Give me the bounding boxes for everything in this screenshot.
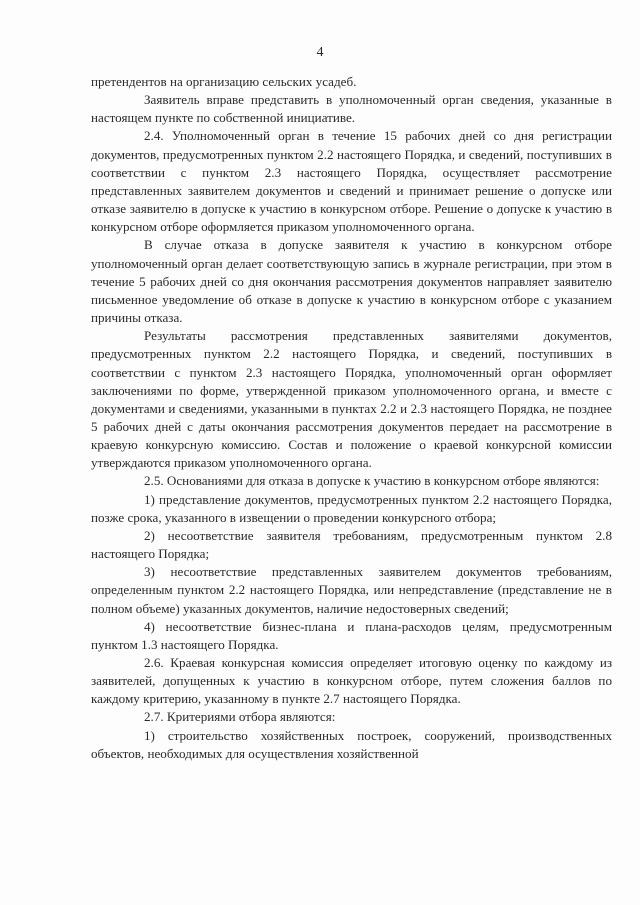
paragraph: В случае отказа в допуске заявителя к участию в конкурсном отборе уполномоченный орган делает соответствующую запись в журнале регистрации, при этом в течение 5 рабочих дней со дня окончания рассмотрения документов направляет заявителю письменное уведомление об отказе в допуске к участию в конкурсном отборе с указанием причины отказа.	[91, 237, 612, 326]
page-number: 4	[316, 45, 324, 60]
paragraph: 2.6. Краевая конкурсная комиссия определяет итоговую оценку по каждому из заявителей, допущенных к участию в конкурсном отборе, путем сложения баллов по каждому критерию, указанному в пункте 2.7 настоящего Порядка.	[91, 655, 612, 707]
paragraph: 2) несоответствие заявителя требованиям, предусмотренным пунктом 2.8 настоящего Порядка;	[91, 527, 612, 562]
paragraph: 4) несоответствие бизнес-плана и плана-расходов целям, предусмотренным пунктом 1.3 настоящего Порядка.	[91, 618, 612, 652]
paragraph: 1) представление документов, предусмотренных пунктом 2.2 настоящего Порядка, позже срока, указанного в извещении о проведении конкурсного отбора;	[91, 491, 612, 525]
paragraph: Результаты рассмотрения представленных заявителями документов, предусмотренных пунктом 2.2 настоящего Порядка, и сведений, поступивших в соответствии с пунктом 2.3 настоящего Порядка, уполномоченный орган оформляет заключениями по форме, утвержденной приказом уполномоченного органа, и вместе с документами и сведениями, указанными в пунктах 2.2 и 2.3 настоящего Порядка, не позднее 5 рабочих дней с даты окончания рассмотрения документов передает на рассмотрение в краевую конкурсную комиссию. Состав и положение о краевой конкурсной комиссии утверждаются приказом уполномоченного органа.	[91, 328, 612, 471]
paragraph: 1) строительство хозяйственных построек, сооружений, производственных объектов, необходимых для осуществления хозяйственной	[91, 727, 612, 761]
paragraph: 2.7. Критериями отбора являются:	[144, 709, 336, 725]
document-body	[91, 73, 612, 763]
paragraph: 2.4. Уполномоченный орган в течение 15 рабочих дней со дня регистрации документов, предусмотренных пунктом 2.2 настоящего Порядка, и сведений, поступивших в соответствии с пунктом 2.3 настоящего Порядка, осуществляет рассмотрение представленных заявителем документов и сведений и принимает решение о допуске или отказе заявителю в допуске к участию в конкурсном отборе. Решение о допуске к участию в конкурсном отборе оформляется приказом уполномоченного органа.	[91, 128, 612, 235]
paragraph: Заявитель вправе представить в уполномоченный орган сведения, указанные в настоящем пункте по собственной инициативе.	[91, 92, 612, 126]
paragraph: 3) несоответствие представленных заявителем документов требованиям, определенным пунктом 2.2 настоящего Порядка, или непредставление (представление не в полном объеме) указанных документов, наличие недостоверных сведений;	[91, 564, 612, 616]
paragraph: 2.5. Основаниями для отказа в допуске к участию в конкурсном отборе являются:	[144, 473, 600, 489]
paragraph: претендентов на организацию сельских усадеб.	[91, 74, 357, 89]
